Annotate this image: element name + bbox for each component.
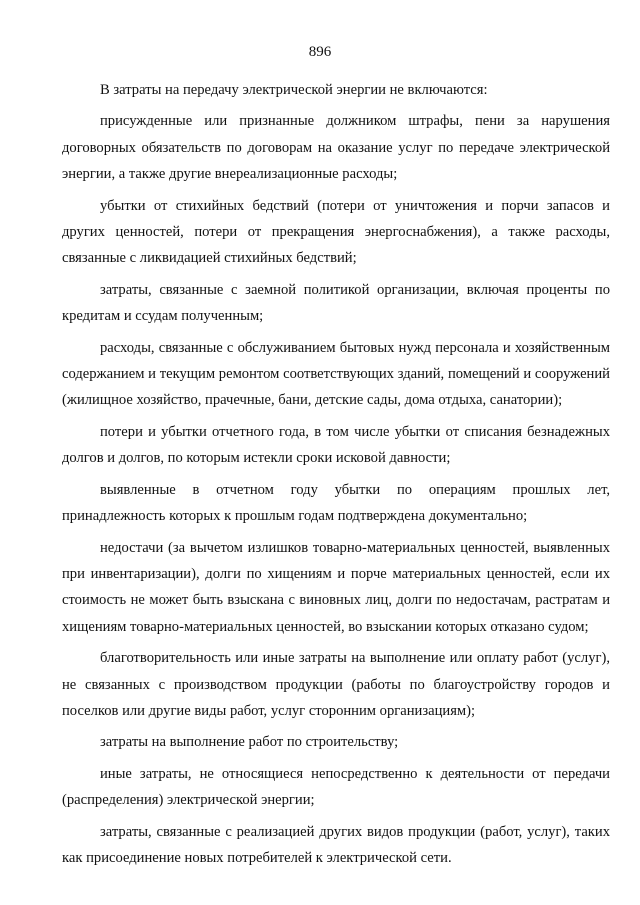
page-number: 896 <box>308 44 332 60</box>
paragraph-personnel: расходы, связанные с обслуживанием бытовых нужд персонала и хозяйственным содержанием и текущим ремонтом соответствующих зданий, помещений и сооружений (жилищное хозяйство, прачечные, бани, детские сады, дома отдыха, санатории); <box>62 339 610 409</box>
paragraph-prior-years: выявленные в отчетном году убытки по операциям прошлых лет, принадлежность которых к прошлым годам подтверждена документально; <box>62 481 610 525</box>
paragraph-intro: В затраты на передачу электрической энергии не включаются: <box>100 82 488 98</box>
paragraph-other-products: затраты, связанные с реализацией других видов продукции (работ, услуг), таких как присоединение новых потребителей к электрической сети. <box>62 823 610 866</box>
paragraph-shortages: недостачи (за вычетом излишков товарно-материальных ценностей, выявленных при инвентаризации), долги по хищениям и порче материальных ценностей, если их стоимость не может быть взыскана с виновных лиц, долги по недостачам, растратам и хищениям товарно-материальных ценностей, во взыскании которых отказано судом; <box>62 539 610 635</box>
paragraph-other-costs: иные затраты, не относящиеся непосредственно к деятельности от передачи (распределения) электрической энергии; <box>62 765 610 809</box>
paragraph-fines: присужденные или признанные должником штрафы, пени за нарушения договорных обязательств по договорам на оказание услуг по передаче электрической энергии, а также другие внереализационные расходы; <box>62 113 610 183</box>
paragraph-construction: затраты на выполнение работ по строительству; <box>100 734 399 751</box>
paragraph-disasters: убытки от стихийных бедствий (потери от уничтожения и порчи запасов и других ценностей, потери от прекращения энергоснабжения), а также расходы, связанные с ликвидацией стихийных бедствий; <box>62 197 610 267</box>
paragraph-loans: затраты, связанные с заемной политикой организации, включая проценты по кредитам и ссудам полученным; <box>62 281 610 325</box>
paragraph-charity: благотворительность или иные затраты на выполнение или оплату работ (услуг), не связанных с производством продукции (работы по благоустройству городов и поселков или другие виды работ, услуг сторонним организациям); <box>62 650 610 719</box>
document-body <box>62 77 610 876</box>
paragraph-losses: потери и убытки отчетного года, в том числе убытки от списания безнадежных долгов и долгов, по которым истекли сроки исковой давности; <box>62 423 610 467</box>
